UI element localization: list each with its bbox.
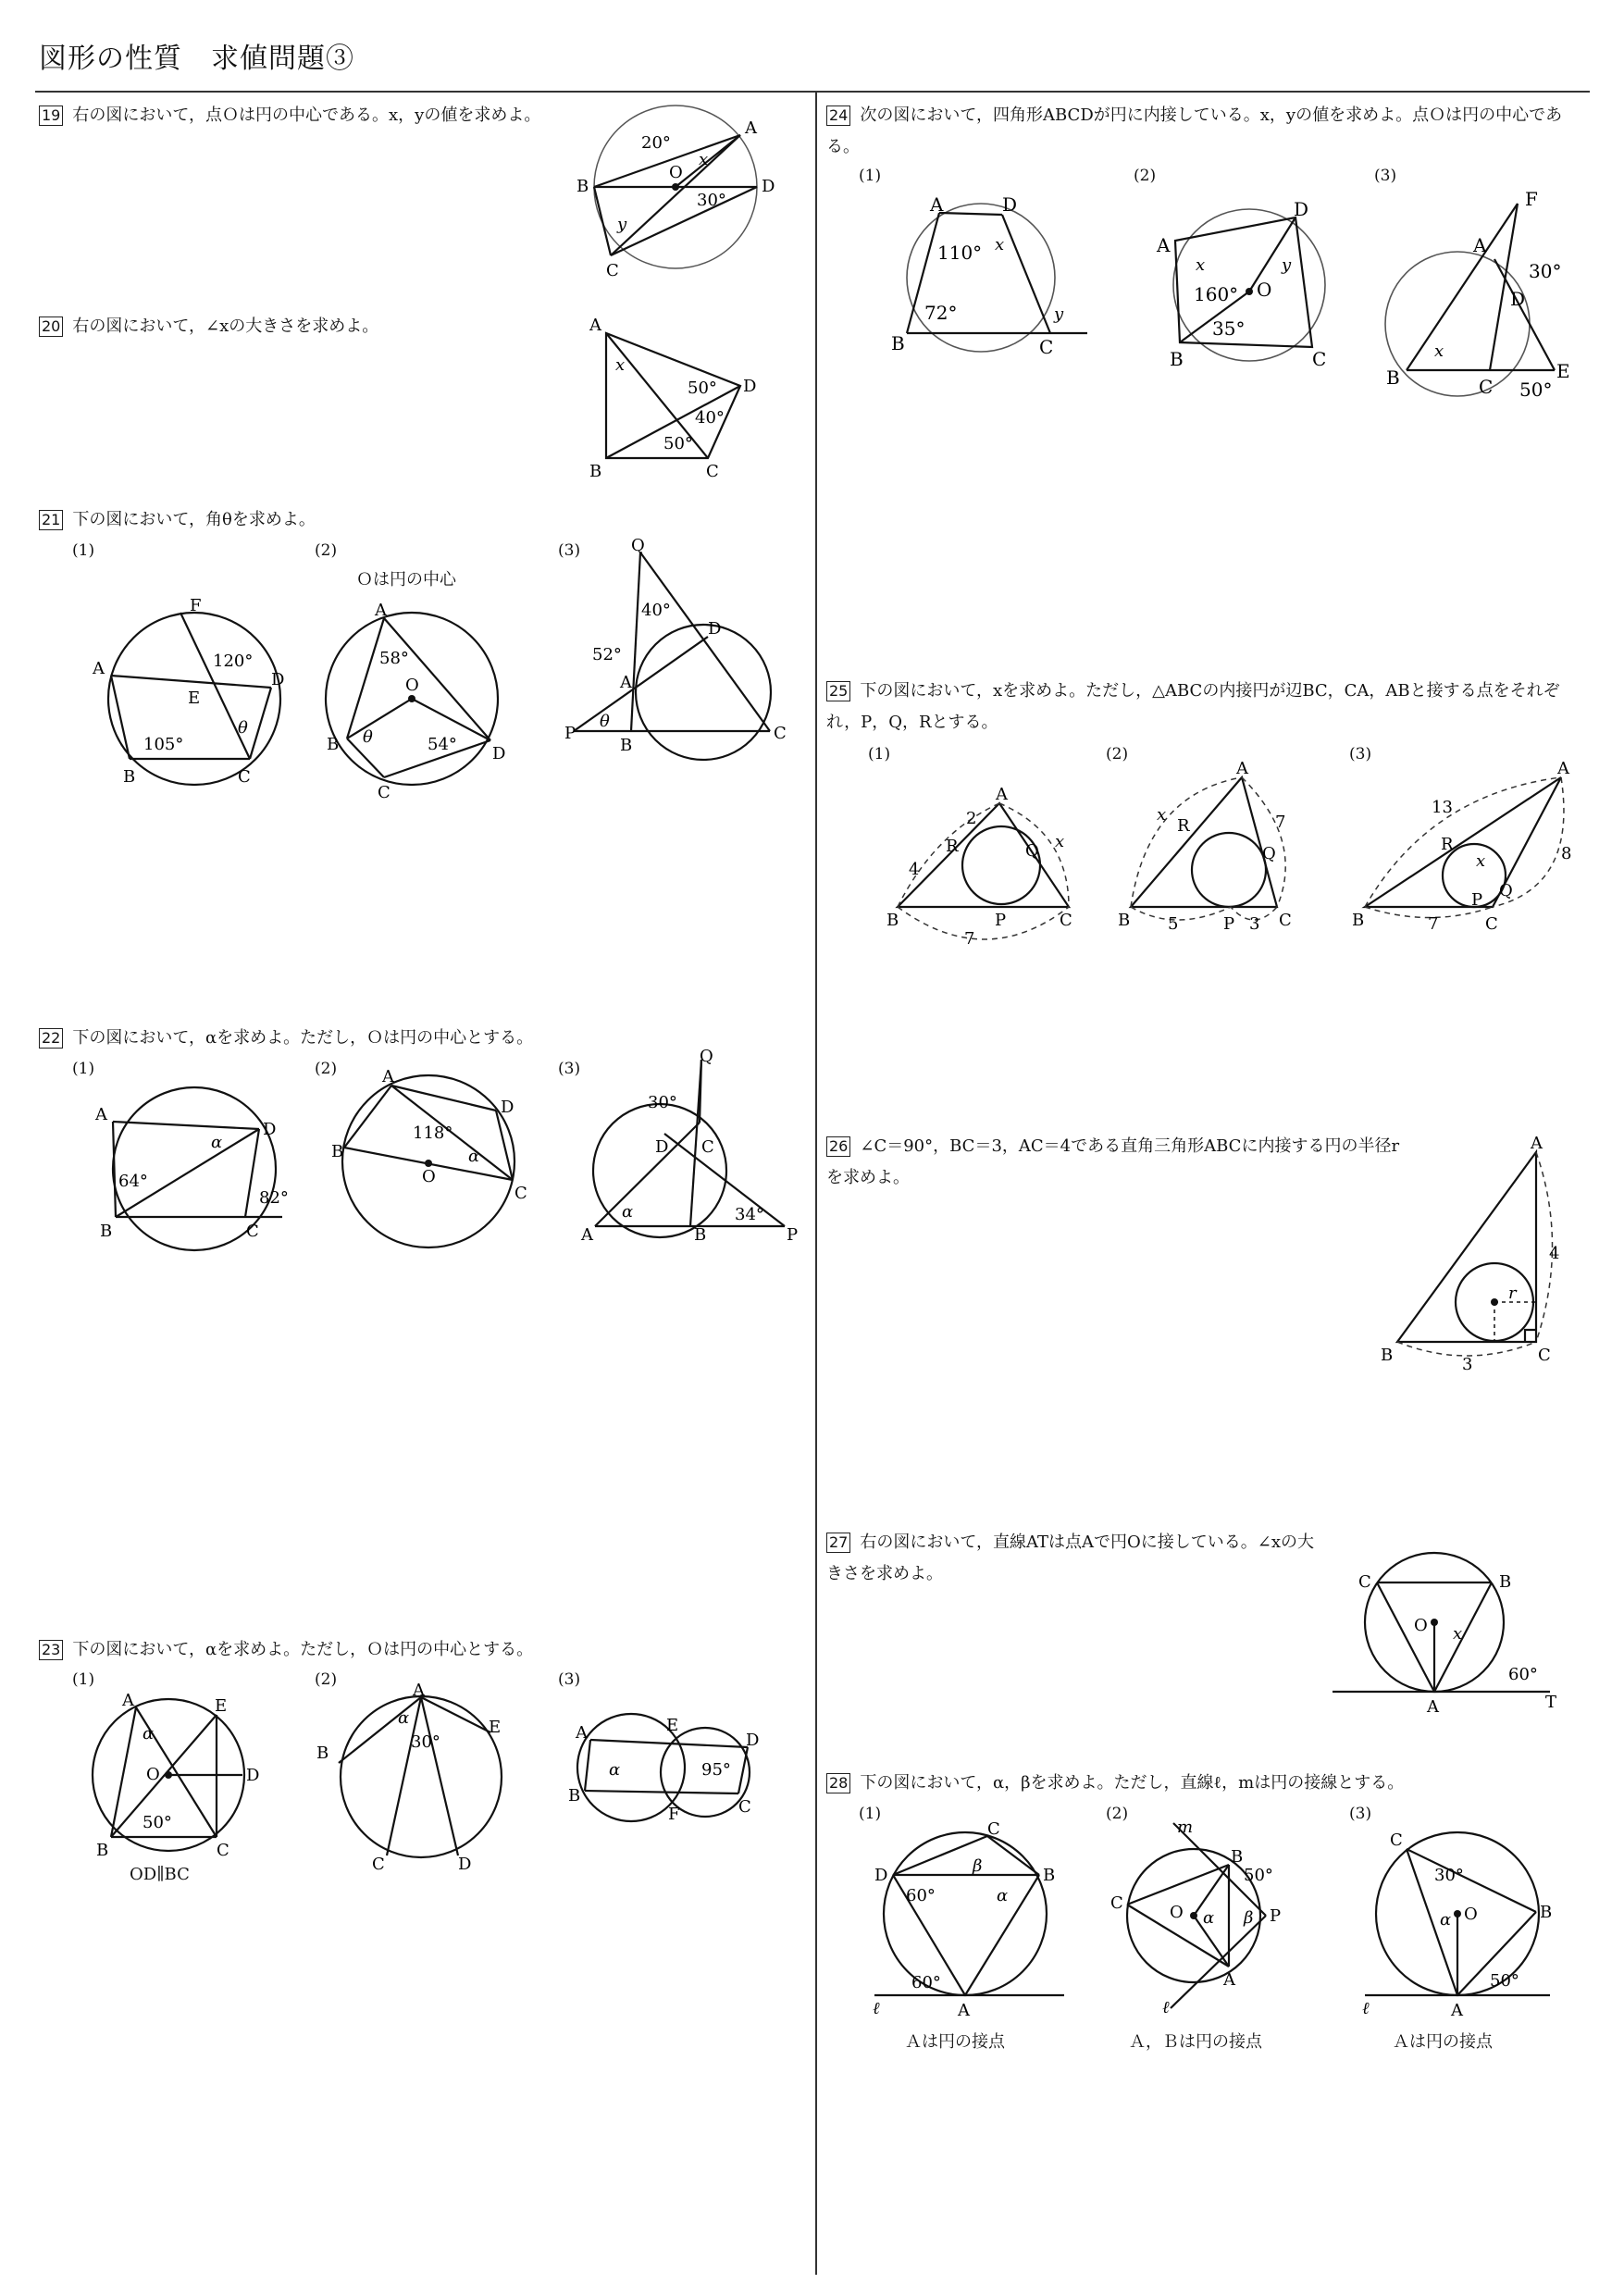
svg-text:A: A xyxy=(581,1225,593,1245)
problem-text: 次の図において，四角形ABCDが円に内接している。x，yの値を求めよ。点Ｏは円の中心である。 xyxy=(826,105,1563,156)
figure-24-1 xyxy=(884,194,1097,356)
sub-label-1: (1) xyxy=(859,1805,882,1823)
svg-text:C: C xyxy=(217,1841,229,1860)
svg-text:B: B xyxy=(327,735,340,754)
problem-number: 20 xyxy=(39,316,63,337)
problem-28 xyxy=(826,1768,1567,1799)
svg-text:D: D xyxy=(271,670,285,689)
svg-text:E: E xyxy=(489,1718,502,1737)
svg-text:Q: Q xyxy=(1262,844,1276,863)
svg-text:B: B xyxy=(1499,1572,1512,1592)
svg-text:110°: 110° xyxy=(937,242,983,264)
svg-text:O: O xyxy=(1170,1903,1184,1922)
svg-text:α: α xyxy=(997,1886,1009,1905)
svg-text:y: y xyxy=(1054,304,1064,324)
svg-text:α: α xyxy=(398,1708,410,1728)
svg-text:ℓ: ℓ xyxy=(1162,1998,1170,2017)
svg-text:P: P xyxy=(564,724,576,743)
svg-text:θ: θ xyxy=(363,727,373,747)
svg-text:O: O xyxy=(146,1765,160,1784)
svg-text:B: B xyxy=(568,1786,581,1806)
svg-text:30°: 30° xyxy=(1529,260,1562,282)
figure-21-2 xyxy=(324,602,509,800)
svg-text:A: A xyxy=(1427,1697,1439,1717)
svg-text:7: 7 xyxy=(1275,813,1286,832)
svg-text:α: α xyxy=(622,1202,634,1222)
svg-text:50°: 50° xyxy=(688,379,717,398)
svg-text:B: B xyxy=(1043,1866,1056,1885)
svg-text:C: C xyxy=(1485,914,1498,934)
sub-label-2: (2) xyxy=(315,1670,338,1689)
svg-text:α: α xyxy=(1440,1910,1452,1930)
problem-text: 右の図において，∠xの大きさを求めよ。 xyxy=(72,316,379,336)
caption-28-1: Ａは円の接点 xyxy=(905,2032,1005,2052)
svg-text:P: P xyxy=(787,1225,799,1245)
problem-26 xyxy=(826,1131,1400,1194)
svg-text:α: α xyxy=(143,1724,155,1744)
svg-text:20°: 20° xyxy=(641,133,671,153)
svg-text:C: C xyxy=(1110,1893,1123,1913)
svg-text:A: A xyxy=(958,2001,970,2020)
svg-text:B: B xyxy=(331,1142,344,1161)
sub-label-1: (1) xyxy=(868,745,891,763)
svg-text:ℓ: ℓ xyxy=(873,1999,880,2018)
column-divider xyxy=(815,91,817,2275)
svg-text:C: C xyxy=(1390,1831,1403,1850)
svg-text:40°: 40° xyxy=(695,408,725,428)
svg-text:A: A xyxy=(745,118,757,138)
sub-label-2: (2) xyxy=(1134,167,1157,185)
problem-27 xyxy=(826,1527,1317,1590)
svg-text:82°: 82° xyxy=(259,1188,289,1208)
svg-text:A: A xyxy=(1557,759,1569,778)
sub-label-3: (3) xyxy=(1349,1805,1372,1823)
svg-text:B: B xyxy=(1352,911,1365,930)
figure-22-3 xyxy=(572,1047,812,1249)
svg-text:x: x xyxy=(699,150,709,169)
sub-label-1: (1) xyxy=(72,1060,95,1078)
svg-text:B: B xyxy=(620,736,633,755)
problem-number: 26 xyxy=(826,1136,850,1157)
svg-text:D: D xyxy=(501,1098,514,1117)
sub-label-1: (1) xyxy=(859,167,882,185)
svg-text:7: 7 xyxy=(964,929,975,949)
sub-label-2: (2) xyxy=(1106,1805,1129,1823)
svg-text:x: x xyxy=(1055,832,1065,851)
svg-text:B: B xyxy=(886,911,899,930)
svg-text:60°: 60° xyxy=(1508,1665,1538,1684)
svg-text:B: B xyxy=(96,1841,109,1860)
svg-text:72°: 72° xyxy=(924,302,958,324)
figure-25-1 xyxy=(879,777,1087,953)
svg-text:64°: 64° xyxy=(118,1172,148,1191)
svg-text:C: C xyxy=(987,1819,1000,1839)
svg-text:160°: 160° xyxy=(1194,283,1239,305)
svg-text:B: B xyxy=(123,767,136,787)
svg-text:50°: 50° xyxy=(143,1813,172,1832)
svg-text:C: C xyxy=(1039,336,1054,358)
svg-text:O: O xyxy=(1414,1616,1428,1635)
svg-text:Q: Q xyxy=(700,1047,713,1066)
svg-text:E: E xyxy=(666,1716,679,1735)
svg-text:P: P xyxy=(1471,890,1483,910)
svg-text:B: B xyxy=(316,1744,329,1763)
figure-21-3 xyxy=(555,536,796,759)
svg-text:B: B xyxy=(891,332,905,354)
svg-text:C: C xyxy=(1358,1572,1371,1592)
svg-text:y: y xyxy=(617,215,627,234)
svg-text:R: R xyxy=(1177,816,1190,836)
svg-text:D: D xyxy=(1510,288,1526,310)
svg-text:A: A xyxy=(413,1681,425,1700)
svg-text:C: C xyxy=(706,462,719,481)
svg-text:x: x xyxy=(615,355,626,375)
problem-text: 下の図において，αを求めよ。ただし，Ｏは円の中心とする。 xyxy=(72,1028,534,1048)
figure-23-3 xyxy=(564,1712,773,1832)
svg-text:118°: 118° xyxy=(413,1123,453,1143)
caption-23-1: OD∥BC xyxy=(130,1865,190,1884)
svg-text:x: x xyxy=(1453,1624,1463,1644)
svg-text:13: 13 xyxy=(1432,798,1453,817)
svg-text:D: D xyxy=(874,1866,888,1885)
problem-number: 25 xyxy=(826,681,850,701)
svg-text:B: B xyxy=(1381,1346,1394,1365)
svg-text:C: C xyxy=(738,1797,751,1817)
svg-text:50°: 50° xyxy=(1244,1866,1273,1885)
svg-text:T: T xyxy=(1545,1693,1557,1712)
svg-text:60°: 60° xyxy=(911,1973,941,1992)
svg-text:58°: 58° xyxy=(379,649,409,668)
sub-label-3: (3) xyxy=(1349,745,1372,763)
svg-text:O: O xyxy=(405,676,419,695)
svg-text:Q: Q xyxy=(1499,881,1513,900)
svg-text:Q: Q xyxy=(631,536,645,555)
svg-text:y: y xyxy=(1282,255,1292,275)
svg-text:x: x xyxy=(995,235,1005,254)
svg-text:F: F xyxy=(190,596,202,615)
svg-text:5: 5 xyxy=(1168,914,1179,934)
figure-20 xyxy=(578,310,773,486)
problem-text: 下の図において，角θを求めよ。 xyxy=(72,510,316,529)
svg-text:C: C xyxy=(514,1184,527,1203)
svg-text:O: O xyxy=(669,163,683,182)
svg-text:50°: 50° xyxy=(1490,1971,1519,1991)
caption-28-3: Ａは円の接点 xyxy=(1393,2032,1493,2052)
svg-text:D: D xyxy=(1294,198,1309,220)
svg-text:B: B xyxy=(1231,1847,1244,1867)
problem-text: 右の図において，直線ATは点Aで円Oに接している。∠xの大きさを求めよ。 xyxy=(826,1533,1315,1583)
svg-text:θ: θ xyxy=(600,712,610,731)
svg-text:30°: 30° xyxy=(411,1732,440,1752)
problem-number: 22 xyxy=(39,1028,63,1049)
svg-text:60°: 60° xyxy=(906,1886,936,1905)
svg-text:C: C xyxy=(774,724,787,743)
problem-text: 下の図において，xを求めよ。ただし，△ABCの内接円が辺BC，CA，ABと接する点をそれぞれ，P，Q，Rとする。 xyxy=(826,681,1560,732)
svg-text:D: D xyxy=(263,1120,277,1139)
svg-text:α: α xyxy=(211,1133,223,1152)
svg-text:D: D xyxy=(708,619,722,639)
page-title: 図形の性質 求値問題③ xyxy=(39,43,354,75)
svg-text:E: E xyxy=(188,689,201,708)
svg-text:B: B xyxy=(1386,366,1400,389)
svg-text:P: P xyxy=(995,911,1007,930)
figure-26 xyxy=(1370,1134,1582,1374)
svg-text:C: C xyxy=(1312,348,1327,370)
svg-text:B: B xyxy=(694,1225,707,1245)
figure-21-1 xyxy=(88,592,301,796)
svg-text:C: C xyxy=(1060,911,1072,930)
svg-text:B: B xyxy=(589,462,602,481)
svg-text:3: 3 xyxy=(1462,1355,1473,1374)
figure-24-3 xyxy=(1379,185,1592,407)
figure-23-1 xyxy=(85,1689,270,1860)
problem-number: 23 xyxy=(39,1640,63,1660)
svg-text:B: B xyxy=(576,177,589,196)
svg-text:x: x xyxy=(1476,851,1486,871)
svg-text:α: α xyxy=(609,1760,621,1780)
svg-text:D: D xyxy=(492,744,506,763)
svg-text:O: O xyxy=(1464,1905,1478,1924)
svg-text:C: C xyxy=(701,1137,714,1157)
header-divider xyxy=(35,91,1590,93)
svg-text:A: A xyxy=(1157,234,1171,256)
sub-label-3: (3) xyxy=(558,1670,581,1689)
problem-25 xyxy=(826,676,1585,738)
svg-text:A: A xyxy=(1473,234,1487,256)
svg-text:105°: 105° xyxy=(143,735,184,754)
svg-text:40°: 40° xyxy=(641,601,671,620)
problem-19 xyxy=(39,100,585,131)
svg-text:A: A xyxy=(95,1105,107,1124)
svg-text:β: β xyxy=(1244,1908,1254,1928)
svg-text:2: 2 xyxy=(966,809,977,828)
svg-text:Q: Q xyxy=(1025,841,1039,861)
svg-text:R: R xyxy=(1441,835,1454,854)
svg-text:A: A xyxy=(1451,2001,1463,2020)
svg-text:F: F xyxy=(668,1805,680,1824)
svg-text:C: C xyxy=(606,261,619,280)
svg-text:O: O xyxy=(422,1167,436,1186)
svg-text:D: D xyxy=(458,1855,472,1874)
svg-text:D: D xyxy=(246,1766,260,1785)
svg-text:x: x xyxy=(1434,341,1444,361)
svg-text:C: C xyxy=(1538,1346,1551,1365)
svg-text:A: A xyxy=(122,1691,134,1710)
figure-23-2 xyxy=(315,1681,527,1874)
svg-text:O: O xyxy=(1257,279,1272,301)
figure-28-3 xyxy=(1351,1823,1564,2020)
svg-text:120°: 120° xyxy=(213,652,254,671)
svg-text:34°: 34° xyxy=(735,1205,764,1224)
sub-label-1: (1) xyxy=(72,541,95,560)
svg-text:D: D xyxy=(762,177,775,196)
svg-text:C: C xyxy=(238,767,251,787)
svg-text:30°: 30° xyxy=(648,1093,677,1112)
problem-number: 24 xyxy=(826,105,850,126)
svg-text:D: D xyxy=(1002,193,1018,216)
svg-text:P: P xyxy=(1223,914,1235,934)
svg-text:A: A xyxy=(996,785,1008,804)
svg-text:50°: 50° xyxy=(663,434,693,453)
problem-22 xyxy=(39,1023,631,1054)
svg-text:95°: 95° xyxy=(701,1760,731,1780)
svg-text:β: β xyxy=(973,1856,983,1876)
svg-text:A: A xyxy=(93,659,105,678)
figure-22-1 xyxy=(93,1083,305,1254)
svg-text:C: C xyxy=(1479,376,1494,398)
svg-text:m: m xyxy=(1177,1818,1194,1837)
svg-text:x: x xyxy=(1196,255,1206,275)
figure-19 xyxy=(569,102,791,287)
svg-text:α: α xyxy=(468,1147,480,1166)
svg-text:50°: 50° xyxy=(1519,379,1553,401)
svg-text:F: F xyxy=(1525,188,1538,210)
sub-label-2: (2) xyxy=(315,541,338,560)
caption-21-2: Ｏは円の中心 xyxy=(356,570,456,590)
problem-text: 右の図において，点Ｏは円の中心である。x，yの値を求めよ。 xyxy=(72,105,541,125)
svg-text:θ: θ xyxy=(238,718,248,738)
problem-number: 19 xyxy=(39,105,63,126)
figure-25-2 xyxy=(1110,757,1309,947)
svg-text:4: 4 xyxy=(909,860,920,879)
svg-text:R: R xyxy=(946,837,959,856)
svg-text:A: A xyxy=(589,316,601,335)
svg-text:E: E xyxy=(215,1696,228,1716)
svg-text:4: 4 xyxy=(1549,1244,1560,1263)
svg-text:α: α xyxy=(1203,1908,1215,1928)
svg-text:C: C xyxy=(1279,911,1292,930)
svg-text:A: A xyxy=(375,601,387,620)
problem-text: 下の図において，αを求めよ。ただし，Ｏは円の中心とする。 xyxy=(72,1640,534,1659)
svg-text:A: A xyxy=(1236,759,1248,778)
caption-28-2: Ａ，Ｂは円の接点 xyxy=(1129,2032,1262,2052)
problem-24 xyxy=(826,100,1585,163)
svg-text:C: C xyxy=(378,783,391,802)
svg-text:A: A xyxy=(1223,1970,1235,1990)
figure-24-2 xyxy=(1147,194,1356,370)
figure-22-2 xyxy=(331,1069,530,1254)
problem-number: 21 xyxy=(39,510,63,530)
svg-text:A: A xyxy=(1531,1134,1543,1153)
svg-text:D: D xyxy=(655,1137,669,1157)
problem-21 xyxy=(39,504,594,536)
svg-text:D: D xyxy=(743,377,757,396)
svg-text:B: B xyxy=(1118,911,1131,930)
svg-text:C: C xyxy=(372,1855,385,1874)
svg-text:8: 8 xyxy=(1561,844,1572,863)
figure-27 xyxy=(1323,1541,1568,1717)
svg-text:E: E xyxy=(1556,360,1570,382)
problem-23 xyxy=(39,1634,631,1666)
svg-text:A: A xyxy=(930,193,944,216)
svg-text:A: A xyxy=(382,1067,394,1086)
sub-label-3: (3) xyxy=(1374,167,1397,185)
sub-label-1: (1) xyxy=(72,1670,95,1689)
svg-text:35°: 35° xyxy=(1212,317,1246,340)
problem-number: 28 xyxy=(826,1773,850,1793)
figure-28-1 xyxy=(865,1819,1078,2020)
svg-text:A: A xyxy=(576,1723,588,1743)
svg-text:B: B xyxy=(1170,348,1184,370)
problem-text: 下の図において，α，βを求めよ。ただし，直線ℓ，mは円の接線とする。 xyxy=(860,1773,1405,1793)
svg-text:P: P xyxy=(1270,1906,1282,1926)
svg-text:30°: 30° xyxy=(1434,1866,1464,1885)
problem-number: 27 xyxy=(826,1533,850,1553)
svg-text:7: 7 xyxy=(1428,914,1439,934)
svg-text:52°: 52° xyxy=(592,645,622,664)
svg-text:B: B xyxy=(100,1222,113,1241)
sub-label-2: (2) xyxy=(1106,745,1129,763)
figure-28-2 xyxy=(1110,1814,1323,2022)
svg-text:D: D xyxy=(746,1731,760,1750)
svg-text:54°: 54° xyxy=(428,735,457,754)
svg-text:A: A xyxy=(620,673,632,692)
sub-label-3: (3) xyxy=(558,1060,581,1078)
sub-label-2: (2) xyxy=(315,1060,338,1078)
problem-20 xyxy=(39,311,557,342)
svg-text:r: r xyxy=(1508,1284,1517,1303)
svg-text:x: x xyxy=(1157,805,1167,825)
sub-label-3: (3) xyxy=(558,541,581,560)
figure-25-3 xyxy=(1346,757,1587,947)
svg-text:B: B xyxy=(1540,1903,1553,1922)
problem-text: ∠C＝90°，BC＝3，AC＝4である直角三角形ABCに内接する円の半径rを求めよ。 xyxy=(826,1136,1400,1187)
svg-text:ℓ: ℓ xyxy=(1362,1999,1370,2018)
svg-text:30°: 30° xyxy=(697,191,726,210)
svg-text:C: C xyxy=(246,1222,259,1241)
svg-text:3: 3 xyxy=(1249,914,1260,934)
